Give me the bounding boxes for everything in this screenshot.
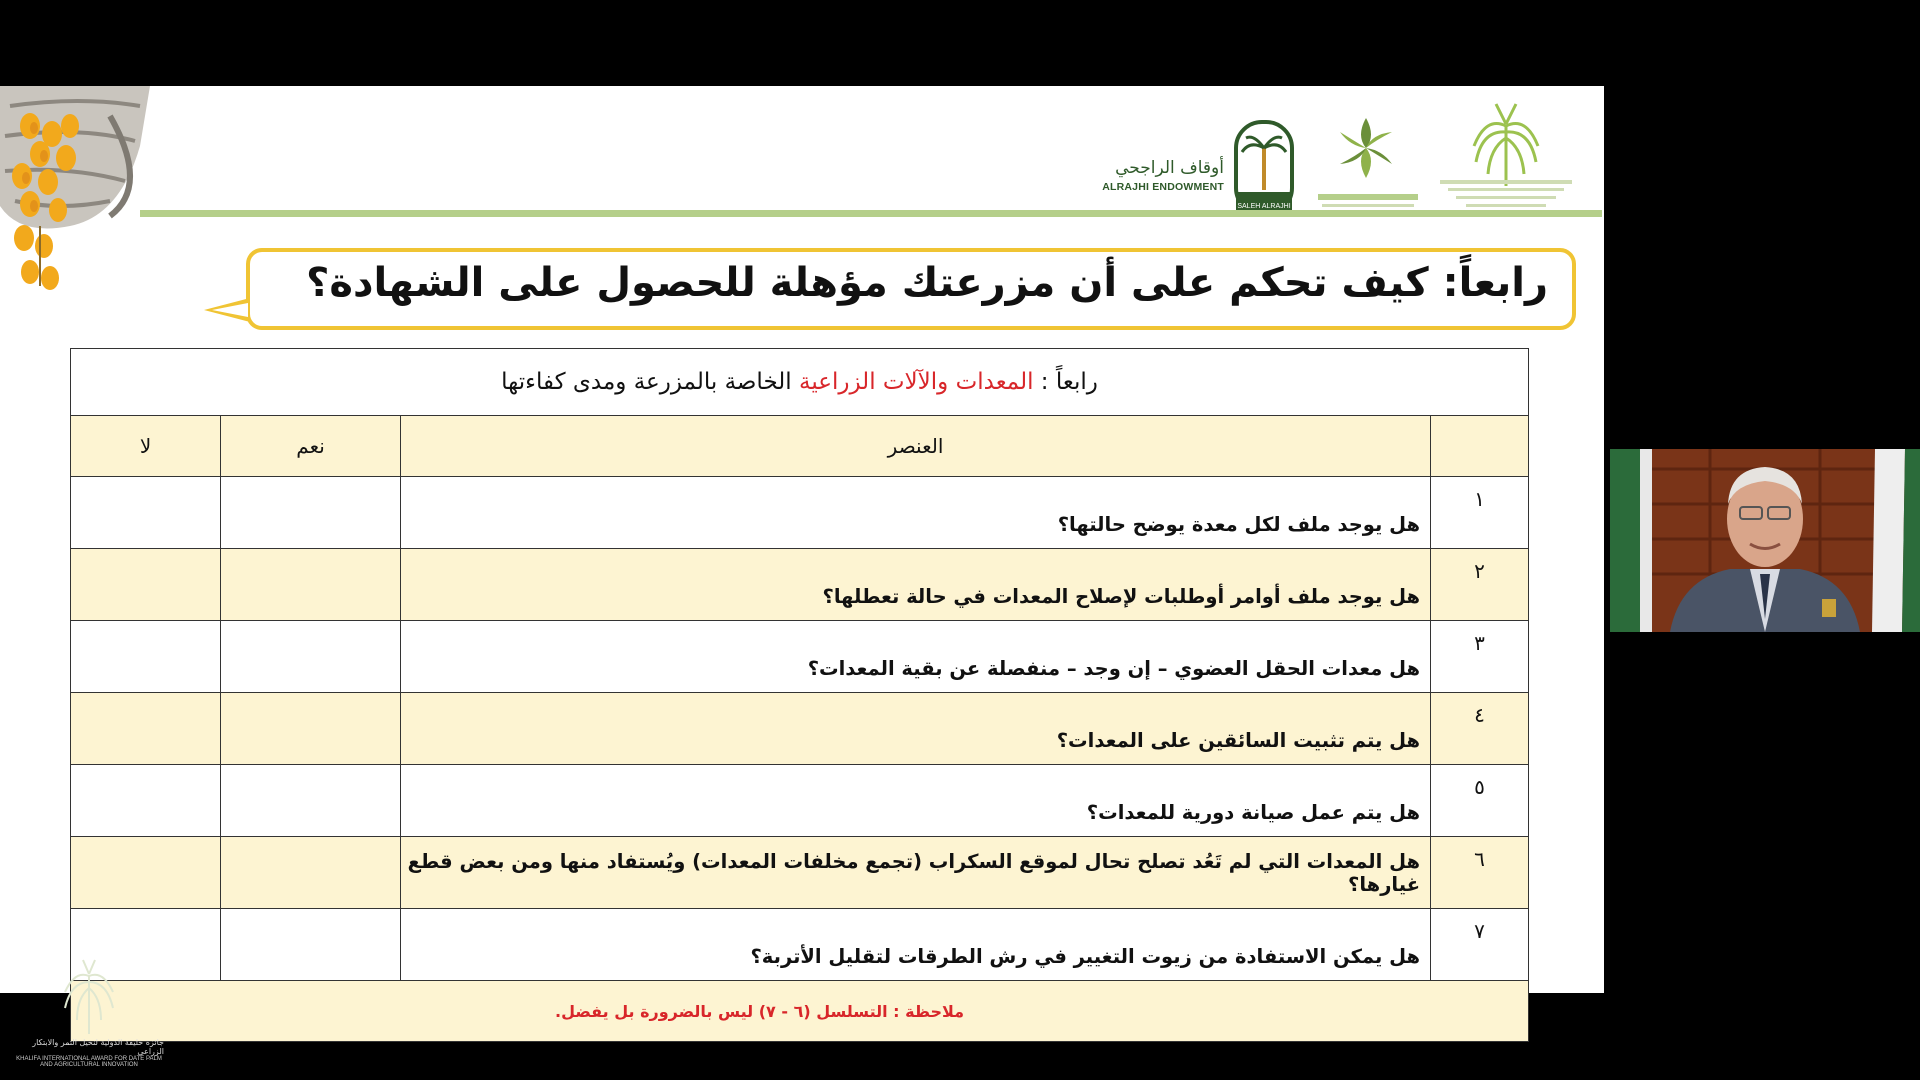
no-cell[interactable] <box>71 549 221 621</box>
no-cell[interactable] <box>71 621 221 693</box>
row-question: هل يوجد ملف أوامر أوطلبات لإصلاح المعدات في حالة تعطلها؟ <box>401 549 1431 621</box>
slide-title <box>250 260 1548 306</box>
no-cell[interactable] <box>71 693 221 765</box>
yes-cell[interactable] <box>221 549 401 621</box>
row-question: هل المعدات التي لم تَعُد تصلح تحال لموقع السكراب (تجمع مخلفات المعدات) ويُستفاد منها ومن بعض قطع غيارها؟ <box>401 837 1431 909</box>
title-main: كيف تحكم على أن مزرعتك مؤهلة للحصول على الشهادة؟ <box>306 260 1429 306</box>
row-question: هل يتم تثبيت السائقين على المعدات؟ <box>401 693 1431 765</box>
row-number: ٥ <box>1431 765 1529 837</box>
alrajhi-palm-logo-icon <box>1232 112 1296 216</box>
alrajhi-arabic-name: أوقاف الراجحي <box>1115 158 1224 178</box>
row-question: هل يوجد ملف لكل معدة يوضح حالتها؟ <box>401 477 1431 549</box>
footer-logo-english-1: KHALIFA INTERNATIONAL AWARD FOR DATE PALM <box>16 1056 162 1062</box>
header-divider-line <box>140 210 1602 217</box>
title-box <box>246 248 1576 330</box>
footer-logo-english-2: AND AGRICULTURAL INNOVATION <box>40 1062 138 1068</box>
khalifa-footer-palm-icon <box>49 958 129 1036</box>
alrajhi-logo-text <box>1088 158 1224 193</box>
subtitle-end: الخاصة بالمزرعة ومدى كفاءتها <box>501 369 799 395</box>
yes-cell[interactable] <box>221 477 401 549</box>
table-header-row <box>71 416 1529 477</box>
yes-cell[interactable] <box>221 621 401 693</box>
checklist-table-wrap <box>70 348 1528 1042</box>
table-subtitle-row <box>71 349 1529 416</box>
row-number: ٧ <box>1431 909 1529 981</box>
table-row <box>71 621 1529 693</box>
title-prefix: رابعاً: <box>1442 260 1548 306</box>
header-item: العنصر <box>401 416 1431 477</box>
header-yes: نعم <box>221 416 401 477</box>
table-row <box>71 549 1529 621</box>
title-box-pointer-inner <box>212 303 248 317</box>
khalifa-award-logo-icon <box>1436 96 1576 216</box>
checklist-table <box>70 348 1529 1042</box>
header-no: لا <box>71 416 221 477</box>
pinwheel-logo-icon <box>1318 106 1428 216</box>
yes-cell[interactable] <box>221 909 401 981</box>
khalifa-footer-logo <box>14 958 164 1068</box>
yes-cell[interactable] <box>221 693 401 765</box>
alrajhi-english-name: ALRAJHI ENDOWMENT <box>1102 181 1224 193</box>
subtitle-start: رابعاً : <box>1033 369 1098 395</box>
no-cell[interactable] <box>71 765 221 837</box>
no-cell[interactable] <box>71 837 221 909</box>
row-question: هل يمكن الاستفادة من زيوت التغيير في رش الطرقات لتقليل الأتربة؟ <box>401 909 1431 981</box>
presenter-webcam-video <box>1610 449 1920 632</box>
row-number: ٤ <box>1431 693 1529 765</box>
row-number: ١ <box>1431 477 1529 549</box>
row-question: هل يتم عمل صيانة دورية للمعدات؟ <box>401 765 1431 837</box>
table-row <box>71 909 1529 981</box>
yes-cell[interactable] <box>221 765 401 837</box>
table-row <box>71 693 1529 765</box>
row-number: ٣ <box>1431 621 1529 693</box>
row-question: هل معدات الحقل العضوي – إن وجد – منفصلة عن بقية المعدات؟ <box>401 621 1431 693</box>
footer-logo-arabic: جائزة خليفة الدولية لنخيل التمر والابتكار الزراعي <box>32 1038 164 1056</box>
note-text: ملاحظة : التسلسل (٦ - ٧) ليس بالضرورة بل يفضل. <box>554 1001 965 1021</box>
dates-basket-image <box>0 86 150 306</box>
subtitle-highlight: المعدات والآلات الزراعية <box>799 369 1034 395</box>
table-note-row <box>71 981 1529 1042</box>
header-num <box>1431 416 1529 477</box>
yes-cell[interactable] <box>221 837 401 909</box>
no-cell[interactable] <box>71 477 221 549</box>
table-row <box>71 477 1529 549</box>
table-row <box>71 837 1529 909</box>
presentation-slide <box>0 86 1604 1021</box>
table-note <box>71 981 1529 1042</box>
alrajhi-badge-text: SALEH ALRAJHI <box>1237 203 1291 210</box>
table-row <box>71 765 1529 837</box>
table-subtitle <box>71 349 1529 416</box>
row-number: ٢ <box>1431 549 1529 621</box>
row-number: ٦ <box>1431 837 1529 909</box>
